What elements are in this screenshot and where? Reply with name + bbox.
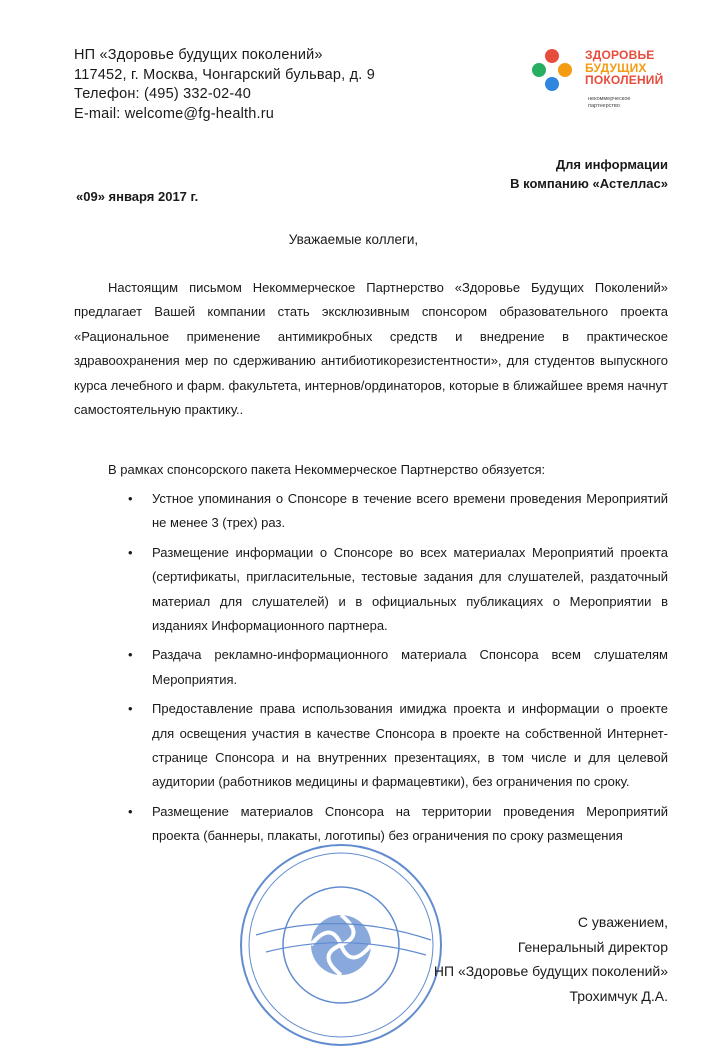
list-item (128, 697, 668, 795)
sender-address: 117452, г. Москва, Чонгарский бульвар, д. 9 (74, 66, 375, 83)
greeting: Уважаемые коллеги, (288, 232, 419, 247)
list-item (128, 541, 668, 639)
bullet-icon: • (128, 647, 133, 663)
list-item-text: Устное упоминания о Спонсоре в течение всего времени проведения Мероприятий не менее 3 (трех) раз. (152, 491, 668, 531)
list-item-text: Раздача рекламно-информационного материала Спонсора всем слушателям Мероприятия. (152, 647, 668, 687)
package-intro: В рамках спонсорского пакета Некоммерческое Партнерство обязуется: (108, 462, 546, 477)
signer-name: Трохимчук Д.А. (569, 987, 668, 1004)
logo-sub-1: некоммерческое (588, 96, 631, 102)
list-item (128, 487, 668, 536)
intro-paragraph: Настоящим письмом Некоммерческое Партнерство «Здоровье Будущих Поколений» предлагает Вашей компании стать эксклюзивным спонсором образовательного проекта «Рациональное применение антимикробных средств и внедрение в практическое здравоохранения мер по сдерживанию антибиотикорезистентности», для студентов выпускного курса лечебного и фарм. факультета, интернов/ординаторов, которые в ближайшее время начнут самостоятельную практику.. (74, 280, 668, 418)
official-stamp-icon (236, 840, 446, 1050)
logo-wordmark (585, 49, 663, 87)
sender-block (74, 46, 375, 124)
list-item-text: Размещение информации о Спонсоре во всех материалах Мероприятий проекта (сертификаты, пригласительные, тестовые задания для слушателей, раздаточный материал для слушателей) и в официальных публикациях о Мероприятии в изданиях Информационного партнера. (152, 544, 668, 634)
logo-line-3: ПОКОЛЕНИЙ (585, 73, 664, 87)
bullet-icon: • (128, 701, 133, 717)
letter-date: «09» января 2017 г. (76, 189, 199, 204)
sender-email: E-mail: welcome@fg-health.ru (74, 105, 275, 122)
sender-phone: Телефон: (495) 332-02-40 (74, 86, 251, 102)
bullet-icon: • (128, 491, 133, 506)
list-item-text: Размещение материалов Спонсора на территории проведения Мероприятий проекта (баннеры, плакаты, логотипы) без ограничения по сроку размещения (152, 803, 668, 844)
logo-line-2: БУДУЩИХ (585, 60, 647, 75)
logo-sub-2: партнерство (588, 102, 620, 109)
bullet-icon: • (128, 803, 133, 819)
recipient-line-2: В компанию «Астеллас» (510, 176, 668, 191)
signer-org: НП «Здоровье будущих поколений» (433, 963, 668, 979)
closing: С уважением, (577, 914, 668, 930)
recipient-block (510, 155, 668, 193)
obligations-list (128, 487, 668, 854)
logo-subtitle (588, 96, 630, 109)
signer-position: Генеральный директор (517, 938, 668, 955)
list-item (128, 643, 668, 692)
recipient-line-1: Для информации (555, 157, 668, 172)
list-item-text: Предоставление права использования имиджа проекта и информации о проекте для освещения участия в качестве Спонсора в проекте на собственной Интернет-странице Спонсора и на внутренних презентациях, в том числе и для целевой аудитории (работников медицины и фармацевтики), без ограничения по сроку. (152, 701, 668, 790)
sender-org: НП «Здоровье будущих поколений» (74, 47, 323, 63)
bullet-icon: • (128, 544, 133, 560)
logo-line-1: ЗДОРОВЬЕ (585, 48, 655, 62)
signature-block (434, 910, 668, 1008)
